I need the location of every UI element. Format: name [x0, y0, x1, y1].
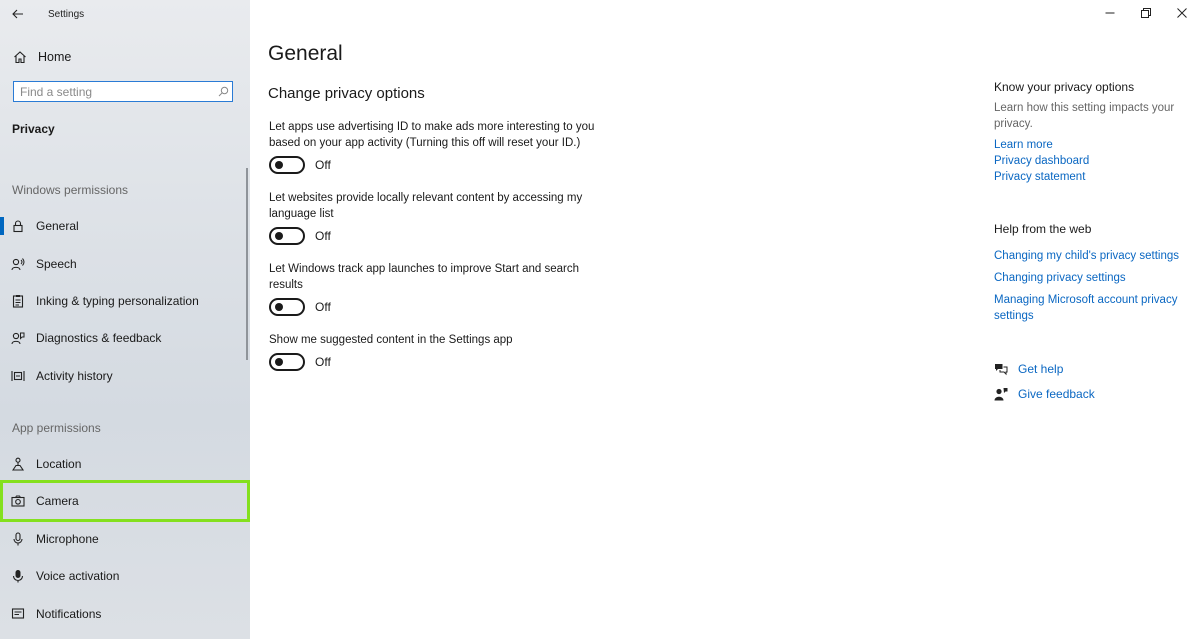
sidebar-item-label: Speech — [36, 257, 77, 271]
camera-icon — [10, 493, 26, 509]
know-privacy-title: Know your privacy options — [994, 80, 1135, 94]
suggested-content-toggle[interactable] — [269, 353, 305, 371]
sidebar-item-label: Voice activation — [36, 569, 120, 583]
notifications-icon — [10, 606, 26, 622]
sidebar-item-inking-typing[interactable] — [0, 283, 250, 319]
option-suggested-content — [269, 332, 609, 371]
privacy-dashboard-link[interactable]: Privacy dashboard — [994, 155, 1090, 167]
back-arrow-icon — [12, 9, 24, 19]
close-icon — [1177, 8, 1187, 18]
search-box[interactable] — [13, 81, 233, 102]
diagnostics-icon — [10, 330, 26, 346]
history-icon — [10, 368, 26, 384]
help-web-section — [994, 222, 1189, 324]
sidebar-item-activity-history[interactable] — [0, 358, 250, 394]
toggle-knob — [275, 303, 283, 311]
group-header-app-permissions: App permissions — [12, 421, 101, 435]
search-icon[interactable] — [214, 86, 232, 97]
option-description: Let websites provide locally relevant content by accessing my language list — [269, 192, 583, 220]
sidebar-item-label: Camera — [36, 494, 79, 508]
sidebar-item-voice-activation[interactable] — [0, 558, 250, 594]
search-input[interactable] — [14, 83, 214, 101]
lock-icon — [10, 218, 26, 234]
restore-button[interactable] — [1128, 0, 1164, 26]
option-description: Show me suggested content in the Settings app — [269, 334, 513, 346]
toggle-state-label: Off — [315, 300, 331, 314]
toggle-knob — [275, 161, 283, 169]
minimize-button[interactable] — [1092, 0, 1128, 26]
section-subtitle: Change privacy options — [268, 85, 425, 102]
sidebar-scrollbar[interactable] — [246, 168, 248, 360]
toggle-state-label: Off — [315, 229, 331, 243]
privacy-statement-link[interactable]: Privacy statement — [994, 171, 1086, 183]
know-privacy-text: Learn how this setting impacts your privacy. — [994, 102, 1175, 130]
toggle-knob — [275, 232, 283, 240]
restore-icon — [1141, 8, 1151, 18]
advertising-id-toggle[interactable] — [269, 156, 305, 174]
location-icon — [10, 456, 26, 472]
get-help-label: Get help — [1018, 362, 1064, 376]
learn-more-link[interactable]: Learn more — [994, 139, 1053, 151]
title-bar — [0, 0, 250, 28]
sidebar-item-notifications[interactable] — [0, 596, 250, 632]
sidebar-item-label: Activity history — [36, 369, 113, 383]
option-description: Let Windows track app launches to improve Start and search results — [269, 263, 580, 291]
microphone-icon — [10, 531, 26, 547]
window-controls — [1092, 0, 1200, 26]
sidebar-item-camera[interactable] — [0, 480, 250, 522]
track-app-launches-toggle[interactable] — [269, 298, 305, 316]
sidebar-item-label: Notifications — [36, 607, 102, 621]
know-privacy-section — [994, 80, 1189, 185]
option-language-list — [269, 190, 609, 245]
option-description: Let apps use advertising ID to make ads more interesting to you based on your app activity (Turning this off will reset your ID.) — [269, 121, 595, 149]
home-icon — [12, 49, 28, 65]
voice-icon — [10, 568, 26, 584]
give-feedback-link[interactable] — [994, 387, 1095, 401]
option-advertising-id — [269, 119, 609, 174]
language-list-toggle[interactable] — [269, 227, 305, 245]
sidebar-item-label: Diagnostics & feedback — [36, 331, 162, 345]
give-feedback-label: Give feedback — [1018, 387, 1095, 401]
sidebar — [0, 0, 250, 639]
microsoft-account-privacy-link[interactable]: Managing Microsoft account privacy settings — [994, 294, 1178, 322]
sidebar-item-label: General — [36, 219, 79, 233]
home-label: Home — [38, 50, 72, 64]
clipboard-icon — [10, 293, 26, 309]
home-nav-item[interactable] — [0, 44, 250, 70]
sidebar-item-speech[interactable] — [0, 246, 250, 282]
sidebar-item-label: Inking & typing personalization — [36, 294, 199, 308]
group-header-windows-permissions: Windows permissions — [12, 183, 129, 197]
child-privacy-link[interactable]: Changing my child's privacy settings — [994, 250, 1179, 262]
sidebar-item-microphone[interactable] — [0, 521, 250, 557]
minimize-icon — [1105, 8, 1115, 18]
app-title: Settings — [48, 8, 85, 20]
toggle-knob — [275, 358, 283, 366]
speech-icon — [10, 256, 26, 272]
give-feedback-icon — [994, 387, 1008, 401]
section-title: Privacy — [12, 122, 55, 136]
help-web-title: Help from the web — [994, 222, 1092, 236]
option-track-app-launches — [269, 261, 609, 316]
close-button[interactable] — [1164, 0, 1200, 26]
page-title: General — [268, 42, 343, 65]
sidebar-item-location[interactable] — [0, 446, 250, 482]
get-help-link[interactable] — [994, 362, 1063, 376]
sidebar-item-label: Microphone — [36, 532, 99, 546]
sidebar-item-general[interactable] — [0, 208, 250, 244]
get-help-icon — [994, 362, 1008, 376]
changing-privacy-link[interactable]: Changing privacy settings — [994, 272, 1126, 284]
toggle-state-label: Off — [315, 355, 331, 369]
toggle-state-label: Off — [315, 158, 331, 172]
sidebar-item-label: Location — [36, 457, 82, 471]
sidebar-item-diagnostics-feedback[interactable] — [0, 320, 250, 356]
back-button[interactable] — [0, 0, 36, 28]
